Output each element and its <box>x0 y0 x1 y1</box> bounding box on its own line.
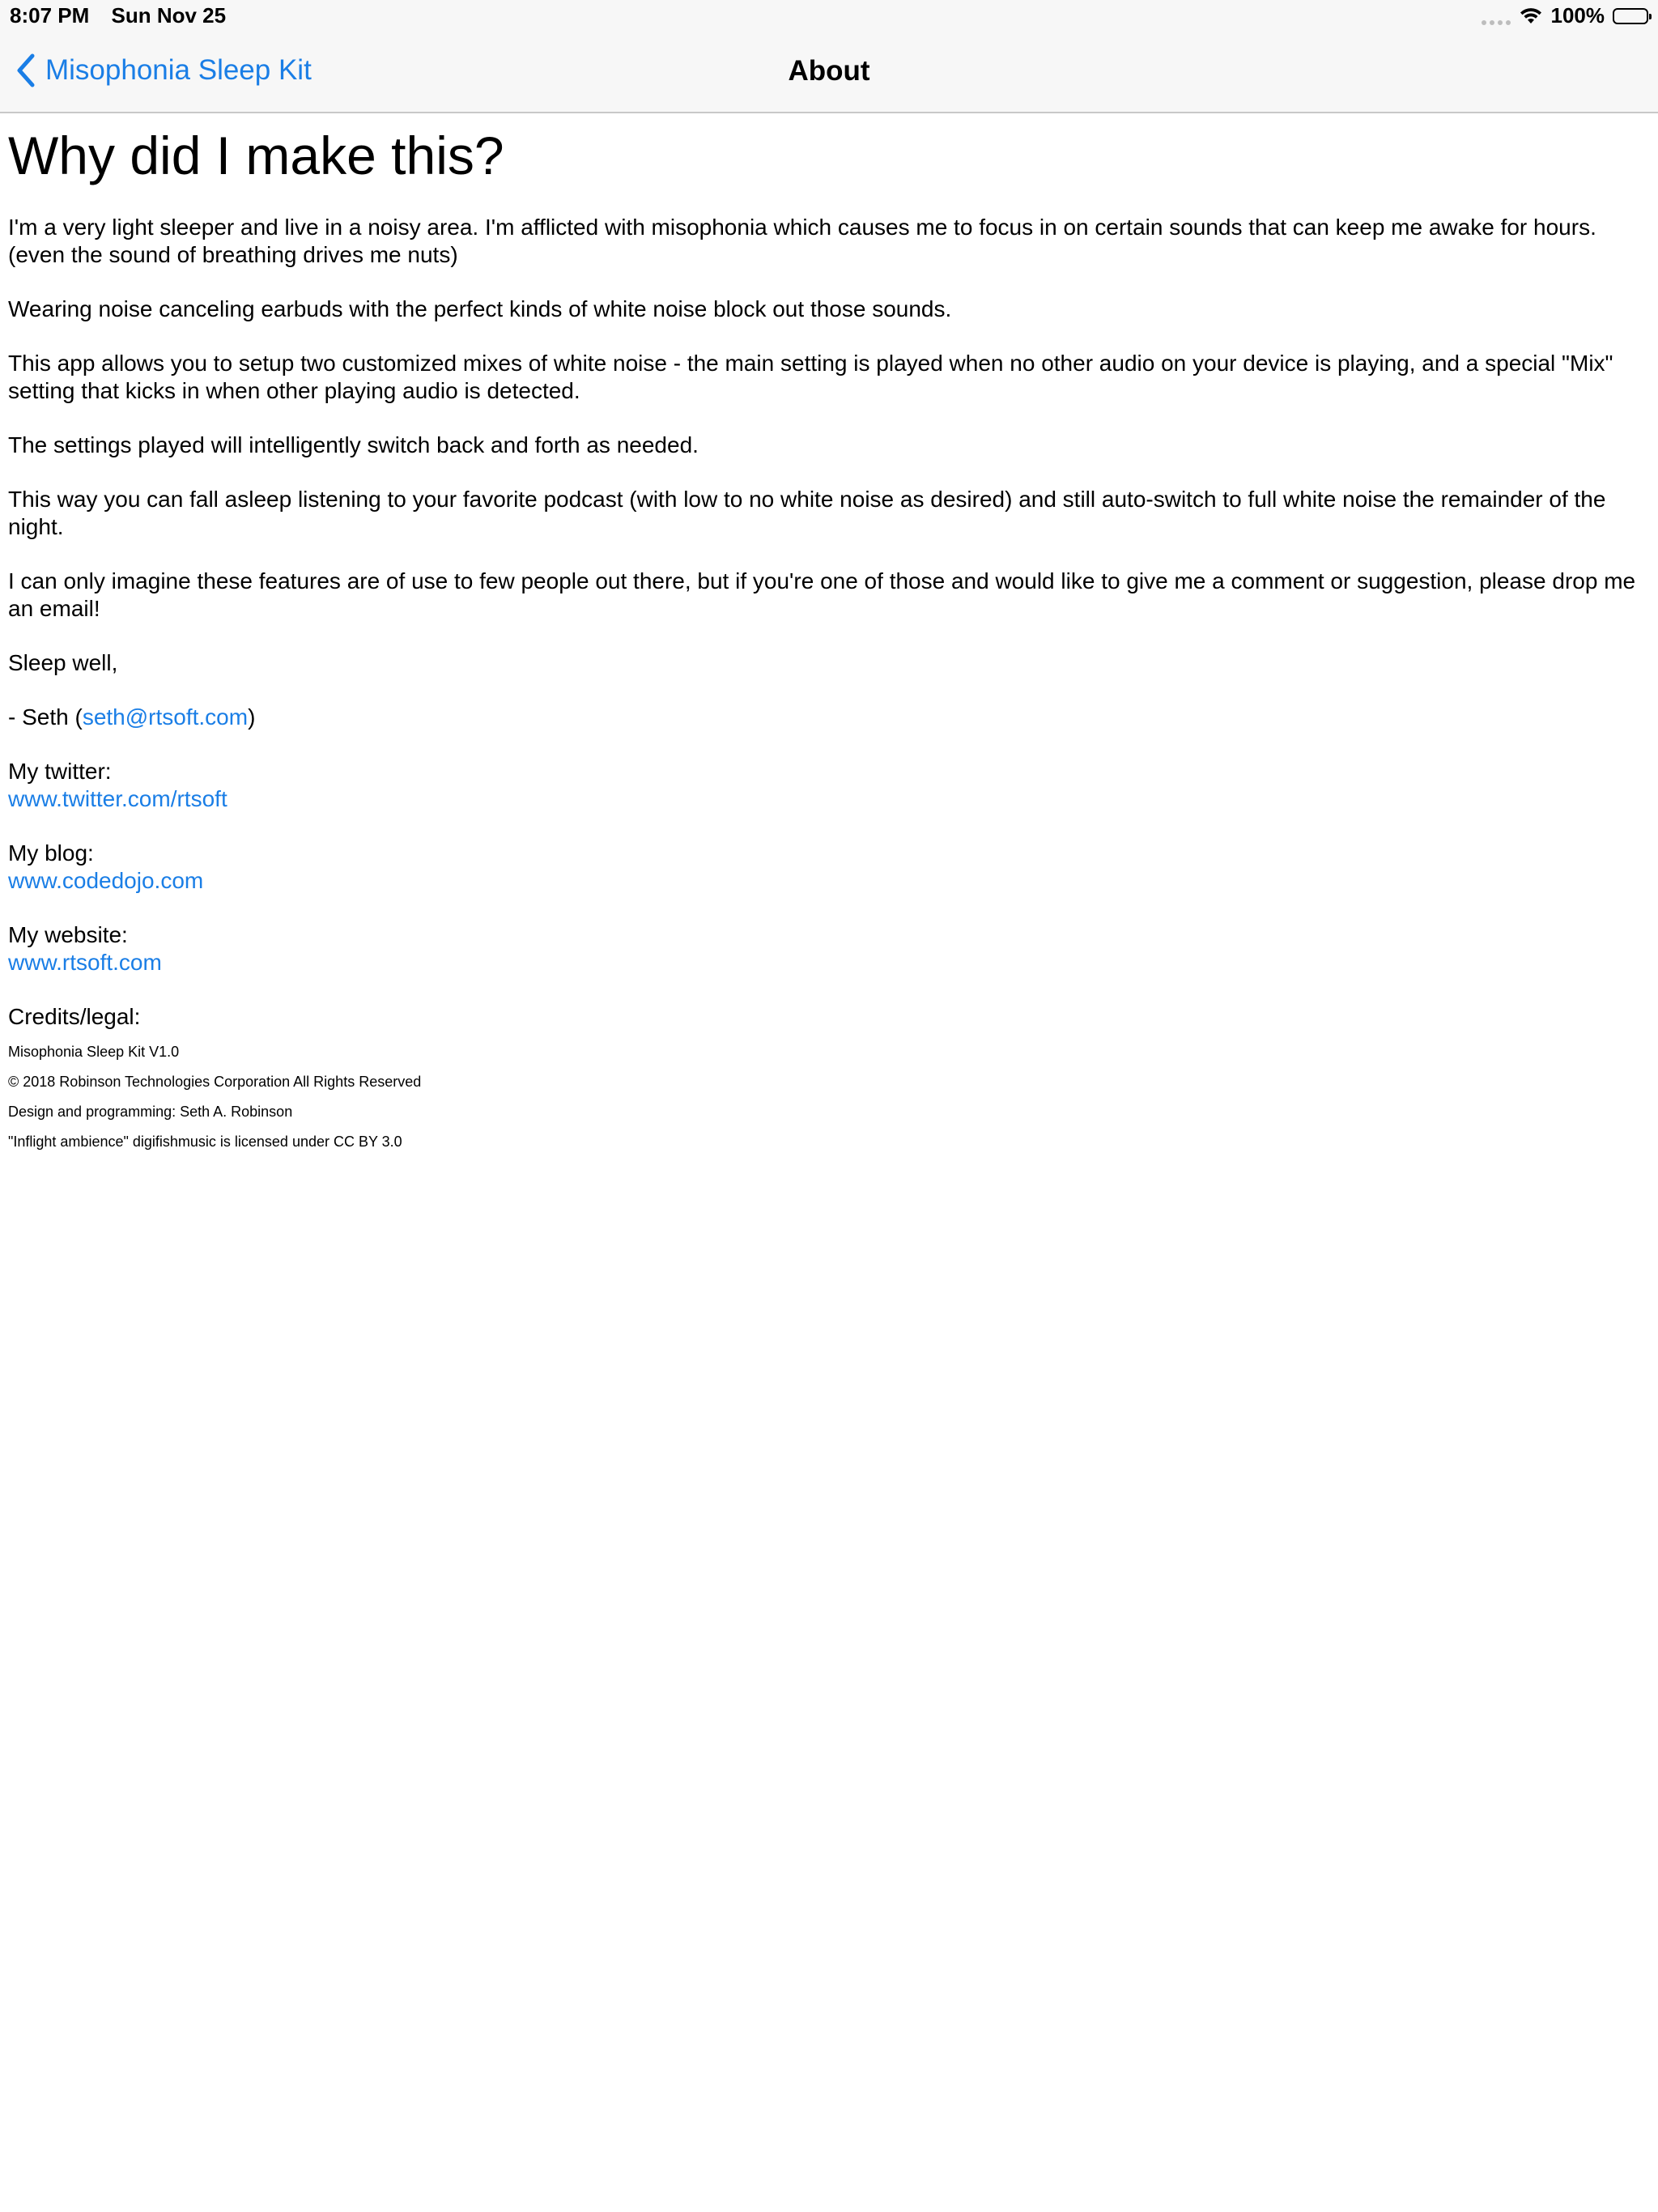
signature-prefix: - Seth ( <box>8 704 83 730</box>
paragraph-feedback: I can only imagine these features are of use to few people out there, but if you're one of those and would like to give me a comment or suggestion, please drop me an email! <box>8 568 1636 621</box>
signature-suffix: ) <box>248 704 256 730</box>
website-section <box>8 921 1647 976</box>
signature-line <box>8 704 1647 731</box>
website-label: My website: <box>8 922 128 947</box>
twitter-label: My twitter: <box>8 759 112 784</box>
battery-percent: 100% <box>1550 3 1605 28</box>
credits-version: Misophonia Sleep Kit V1.0 <box>8 1044 180 1060</box>
paragraph-switching: The settings played will intelligently switch back and forth as needed. <box>8 432 699 457</box>
article-heading: Why did I make this? <box>8 125 504 185</box>
status-indicators <box>1482 3 1649 28</box>
twitter-section <box>8 758 1647 813</box>
twitter-link[interactable]: www.twitter.com/rtsoft <box>8 786 227 811</box>
navigation-bar <box>0 32 1658 113</box>
wifi-icon <box>1519 7 1543 25</box>
credits-music-license: "Inflight ambience" digifishmusic is licensed under CC BY 3.0 <box>8 1134 402 1150</box>
cellular-signal-icon <box>1482 7 1511 25</box>
credits-label: Credits/legal: <box>8 1004 141 1029</box>
status-time: 8:07 PM <box>10 3 90 28</box>
paragraph-mixes: This app allows you to setup two customized mixes of white noise - the main setting is played when no other audio on your device is playing, and a special "Mix" setting that kicks in when other playing audio is detected. <box>8 351 1613 403</box>
blog-label: My blog: <box>8 840 94 866</box>
credits-copyright: © 2018 Robinson Technologies Corporation All Rights Reserved <box>8 1074 422 1090</box>
status-time-date <box>10 3 226 28</box>
battery-icon <box>1613 8 1648 24</box>
chevron-left-icon <box>16 53 36 87</box>
blog-link[interactable]: www.codedojo.com <box>8 868 204 893</box>
blog-section <box>8 840 1647 895</box>
about-content <box>8 121 1647 1157</box>
back-button-label: Misophonia Sleep Kit <box>45 54 312 86</box>
paragraph-sign-off: Sleep well, <box>8 650 118 675</box>
page-title: About <box>788 55 870 87</box>
website-link[interactable]: www.rtsoft.com <box>8 950 162 975</box>
back-button[interactable] <box>16 53 312 87</box>
status-bar <box>0 0 1658 32</box>
paragraph-podcast: This way you can fall asleep listening to your favorite podcast (with low to no white noise as desired) and still auto-switch to full white noise the remainder of the night. <box>8 487 1606 539</box>
status-date: Sun Nov 25 <box>111 3 227 28</box>
paragraph-earbuds: Wearing noise canceling earbuds with the perfect kinds of white noise block out those sounds. <box>8 296 952 321</box>
email-link[interactable]: seth@rtsoft.com <box>82 704 249 730</box>
credits-design: Design and programming: Seth A. Robinson <box>8 1104 293 1120</box>
paragraph-intro: I'm a very light sleeper and live in a noisy area. I'm afflicted with misophonia which causes me to focus in on certain sounds that can keep me awake for hours. (even the sound of breathing drives me nuts) <box>8 215 1596 267</box>
